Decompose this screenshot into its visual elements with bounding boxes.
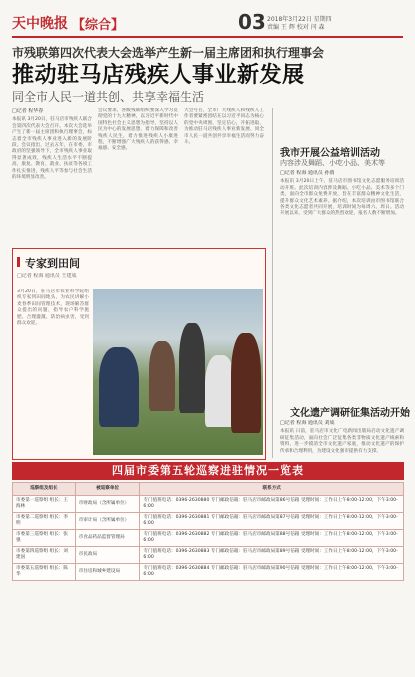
table-row xyxy=(13,547,404,564)
right-article-2-title: 文化遗产调研征集活动开始 xyxy=(290,408,410,419)
unit-cell: 市民政局 xyxy=(75,547,140,564)
photo-person xyxy=(149,341,175,411)
group-cell: 市委第二巡察组 组长：李明 xyxy=(13,513,76,530)
lead-column-1: □记者 程华春 本报讯 3月20日，驻马店市残疾人联合会第四次代表大会召开。本次大会选举产生了新一届主席团和执行理事会，标志着全市残疾人事业进入新的发展阶段。会议指出，过去五年，在市委、市政府的坚强领导下，全市残疾人事业取得显著成效，残疾人生活水平不断提高，康复、教育、就业、扶贫等各项工作扎实推进，残疾人平等参与社会生活的环境明显改善。 xyxy=(12,108,92,181)
visit-text: 3月20日，驻马店市农业科学院组织专家到田间地头，为农民讲解小麦春季田间管理技术，现场解答群众提出的问题，指导农户科学施肥、合理灌溉、防治病虫害，受到群众欢迎。 xyxy=(17,289,89,327)
table-row xyxy=(13,530,404,547)
section-label: 【综合】 xyxy=(72,18,125,33)
photo-person xyxy=(179,323,205,413)
contact-cell: 专门值班电话：0396-2630880 专门邮政信箱：驻马店市邮政局第86号信箱 受理时间：工作日上午8:00-12:00，下午3:00-6:00 xyxy=(140,496,404,513)
right-article-1-title: 我市开展公益培训活动 xyxy=(280,148,380,159)
table-header-cell: 巡察组及组长 xyxy=(13,483,76,496)
right-article-1-subtitle: 内容涉及舞蹈、小吃小品、美术等 xyxy=(280,159,385,167)
lead-column-2: 会议要求，各级残联组织要深入学习贯彻党的十九大精神，以习近平新时代中国特色社会主义思想为指导，坚持以人民为中心的发展思想，着力保障和改善残疾人民生，着力推进残疾人小康进程，不断增强广大残疾人的获得感、幸福感、安全感。 xyxy=(98,108,178,152)
column-divider xyxy=(272,108,273,458)
visit-box xyxy=(12,248,266,460)
group-cell: 市委第三巡察组 组长：张强 xyxy=(13,530,76,547)
lead-column-3: 大会号召，全市广大残疾人和残疾人工作者要紧密团结在以习近平同志为核心的党中央周围，坚定信心，开拓进取，为推动驻马店残疾人事业新发展、同全市人民一道共创共享幸福生活而努力奋斗。 xyxy=(184,108,264,146)
table-row xyxy=(13,496,404,513)
visit-byline: □记者 程海 通讯员 王建成 xyxy=(17,273,77,279)
group-cell: 市委第一巡察组 组长：王海林 xyxy=(13,496,76,513)
inspection-table-title: 四届市委第五轮巡察进驻情况一览表 xyxy=(12,462,404,480)
table-row xyxy=(13,513,404,530)
unit-cell: 市财政局（含所属单位） xyxy=(75,496,140,513)
group-cell: 市委第四巡察组 组长：刘建国 xyxy=(13,547,76,564)
lead-headline: 推动驻马店残疾人事业新发展 xyxy=(12,63,305,88)
contact-cell: 专门值班电话：0396-2630881 专门邮政信箱：驻马店市邮政局第87号信箱 受理时间：工作日上午8:00-12:00，下午3:00-6:00 xyxy=(140,513,404,530)
unit-cell: 市住房和城乡建设局 xyxy=(75,564,140,581)
contact-cell: 专门值班电话：0396-2630882 专门邮政信箱：驻马店市邮政局第88号信箱 受理时间：工作日上午8:00-12:00，下午3:00-6:00 xyxy=(140,530,404,547)
right-article-1-body: □记者 程海 通讯员 孙雨 本报讯 3月20日上午，驻马店市图书馆文化志愿服务培训活动开班。此次培训内容涉及舞蹈、小吃小品、美术等多个门类，面向全市群众免费开放，旨在丰富群众精神文化生活，提升群众文化艺术素养。据介绍，本次培训由市图书馆联合各类文化志愿者共同开展，培训时间为每周六、周日。活动开展以来，受到广大群众的热烈欢迎，报名人数不断增加。 xyxy=(280,170,404,217)
lead-subhead: 同全市人民一道共创、共享幸福生活 xyxy=(12,90,205,104)
lead-kicker: 市残联第四次代表大会选举产生新一届主席团和执行理事会 xyxy=(12,46,325,60)
masthead-logo: 天中晚报 xyxy=(12,16,68,32)
table-row xyxy=(13,564,404,581)
date-line: 2018年3月22日 星期四 责编 王 辉 校对 闫 森 xyxy=(267,16,332,31)
contact-cell: 专门值班电话：0396-2630883 专门邮政信箱：驻马店市邮政局第89号信箱 受理时间：工作日上午8:00-12:00，下午3:00-6:00 xyxy=(140,547,404,564)
visit-title: 专家到田间 xyxy=(25,257,80,270)
right-article-2-body: □记者 程海 通讯员 刘成 本报讯 日前，驻马店市文化广电新闻出版局启动文化遗产调研征集活动，面向社会广泛征集各类非物质文化遗产线索和资料，进一步摸清全市文化遗产家底，推动文化遗产的保护传承和合理利用，为建设文化强市提供有力支撑。 xyxy=(280,420,404,454)
group-cell: 市委第五巡察组 组长：陈华 xyxy=(13,564,76,581)
contact-cell: 专门值班电话：0396-2630884 专门邮政信箱：驻马店市邮政局第90号信箱 受理时间：工作日上午8:00-12:00，下午3:00-6:00 xyxy=(140,564,404,581)
page-header xyxy=(12,8,403,38)
lead-byline: □记者 程华春 xyxy=(12,108,44,114)
unit-cell: 市审计局（含所属单位） xyxy=(75,513,140,530)
page-number: 03 xyxy=(238,10,266,34)
inspection-table xyxy=(12,482,404,581)
field-photo xyxy=(93,289,263,455)
table-header-cell: 联系方式 xyxy=(140,483,404,496)
photo-person xyxy=(231,333,261,433)
photo-person xyxy=(99,347,139,427)
table-header-row xyxy=(13,483,404,496)
table-header-cell: 被巡察单位 xyxy=(75,483,140,496)
unit-cell: 市食品药品监督管理局 xyxy=(75,530,140,547)
